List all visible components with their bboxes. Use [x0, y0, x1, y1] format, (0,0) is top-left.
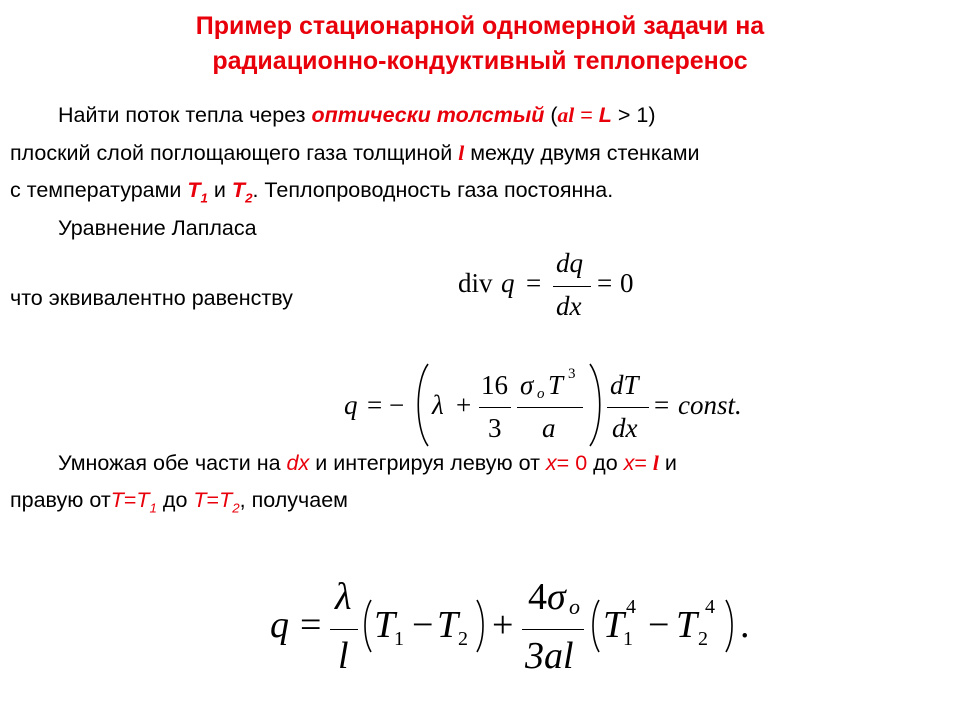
fraction-bar	[330, 629, 358, 630]
highlight-optically-thick: оптически толстый	[311, 103, 545, 127]
right-paren	[474, 598, 488, 654]
para1-line1: Найти поток тепла через оптически толстый (al = L > 1)	[58, 103, 656, 127]
fraction-bar	[607, 407, 649, 408]
fraction-bar	[553, 286, 591, 287]
title-line-2: радиационно-кондуктивный теплоперенос	[212, 47, 748, 75]
title-line-1: Пример стационарной одномерной задачи на	[195, 12, 765, 40]
fraction-bar	[522, 629, 584, 630]
left-paren	[360, 598, 374, 654]
right-paren	[723, 598, 737, 654]
equivalent-text: что эквивалентно равенству	[10, 286, 293, 310]
left-paren	[410, 362, 432, 448]
para1-line2: плоский слой поглощающего газа толщиной l между двумя стенками	[10, 141, 700, 165]
laplace-text: Уравнение Лапласа	[58, 216, 257, 240]
para2-line1: Умножая обе части на dx и интегрируя левую от x= 0 до x= l и	[58, 451, 677, 475]
fraction-bar	[479, 407, 511, 408]
para2-line2: правую $отT=T_1$ до $T=T_2$, получаем	[10, 488, 348, 516]
para1-line3: с температурами $T_1$ и $T_2$. Теплопроводность газа постоянна.	[10, 178, 614, 206]
right-paren	[586, 362, 608, 448]
left-paren	[588, 598, 602, 654]
fraction-bar	[517, 407, 583, 408]
